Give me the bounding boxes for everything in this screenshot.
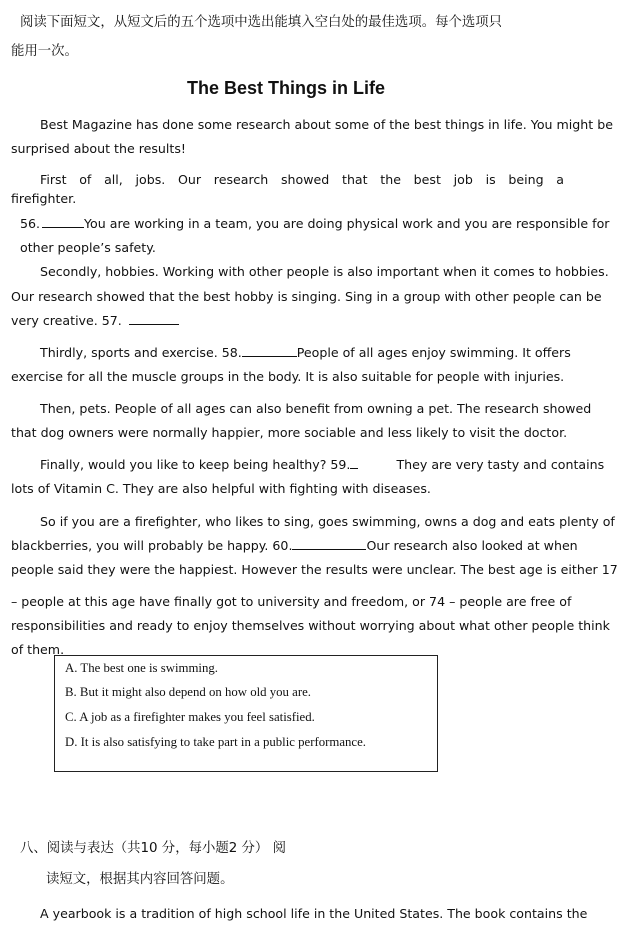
- blank-58[interactable]: [242, 344, 297, 357]
- p7-line-1: So if you are a firefighter, who likes to sing, goes swimming, owns a dog and eats plenty of: [40, 514, 615, 529]
- p3-line-3-text: very creative. 57.: [11, 313, 122, 328]
- p6-line-2: lots of Vitamin C. They are also helpful with fighting with diseases.: [11, 481, 431, 496]
- option-c: C. A job as a firefighter makes you feel satisfied.: [65, 710, 315, 724]
- p5-line-2: that dog owners were normally happier, more sociable and less likely to visit the doctor.: [11, 425, 568, 440]
- options-box: [54, 655, 438, 772]
- p5-line-1: Then, pets. People of all ages can also benefit from owning a pet. The research showed: [40, 401, 592, 416]
- q56-text: You are working in a team, you are doing physical work and you are responsible for: [84, 216, 610, 231]
- option-b: B. But it might also depend on how old you are.: [65, 685, 311, 699]
- p7-line-2-a: blackberries, you will probably be happy. 60.: [11, 538, 293, 553]
- p7-line-6: of them.: [11, 642, 65, 657]
- p7-line-2-b: Our research also looked at when: [366, 538, 578, 553]
- p4-line-2: exercise for all the muscle groups in the body. It is also suitable for people with injuries.: [11, 369, 565, 384]
- p2-line-1: First of all, jobs. Our research showed that the best job is being a: [40, 172, 564, 187]
- p1-line-2: surprised about the results!: [11, 141, 186, 156]
- section8-heading: 八、阅读与表达（共10 分，每小题2 分） 阅: [20, 841, 286, 856]
- p4-line-1: [40, 341, 571, 365]
- p7-line-5: responsibilities and ready to enjoy themselves without worrying about what other people think: [11, 618, 610, 633]
- passage-title: The Best Things in Life: [186, 78, 385, 98]
- section8-subheading: 读短文，根据其内容回答问题。: [46, 872, 234, 887]
- p4-line-1-b: People of all ages enjoy swimming. It offers: [296, 345, 571, 360]
- p1-line-1: Best Magazine has done some research about some of the best things in life. You might be: [40, 117, 613, 132]
- option-d: D. It is also satisfying to take part in a public performance.: [65, 735, 366, 749]
- p7-line-3: people said they were the happiest. However the results were unclear. The best age is either 17: [11, 562, 618, 577]
- p4-line-1-a: Thirdly, sports and exercise. 58.: [40, 345, 242, 360]
- blank-59[interactable]: [350, 456, 358, 469]
- blank-57[interactable]: [129, 312, 179, 325]
- p7-line-4: – people at this age have finally got to university and freedom, or 74 – people are free of: [11, 594, 572, 609]
- p6-line-1-b: They are very tasty and contains: [396, 457, 605, 472]
- p3-line-3: [11, 309, 179, 333]
- p6-line-1-a: Finally, would you like to keep being healthy? 59.: [40, 457, 351, 472]
- p2-line-2: firefighter.: [11, 191, 77, 206]
- q56-line-1: [20, 212, 609, 236]
- q56-line-2: other people’s safety.: [20, 240, 156, 255]
- blank-60[interactable]: [292, 537, 366, 550]
- blank-56[interactable]: [42, 215, 84, 228]
- instructions-line-2: 能用一次。: [11, 44, 78, 59]
- instructions-line-1: 阅读下面短文，从短文后的五个选项中选出能填入空白处的最佳选项。每个选项只: [20, 15, 503, 30]
- p3-line-1: Secondly, hobbies. Working with other people is also important when it comes to hobbies.: [40, 264, 609, 279]
- section8-p1-line-1: A yearbook is a tradition of high school life in the United States. The book contains the: [40, 906, 588, 921]
- p6-line-1: [40, 453, 604, 477]
- option-a: A. The best one is swimming.: [65, 661, 218, 675]
- p3-line-2: Our research showed that the best hobby is singing. Sing in a group with other people can be: [11, 289, 602, 304]
- q56-number: 56.: [20, 216, 41, 231]
- p7-line-2: [11, 534, 578, 558]
